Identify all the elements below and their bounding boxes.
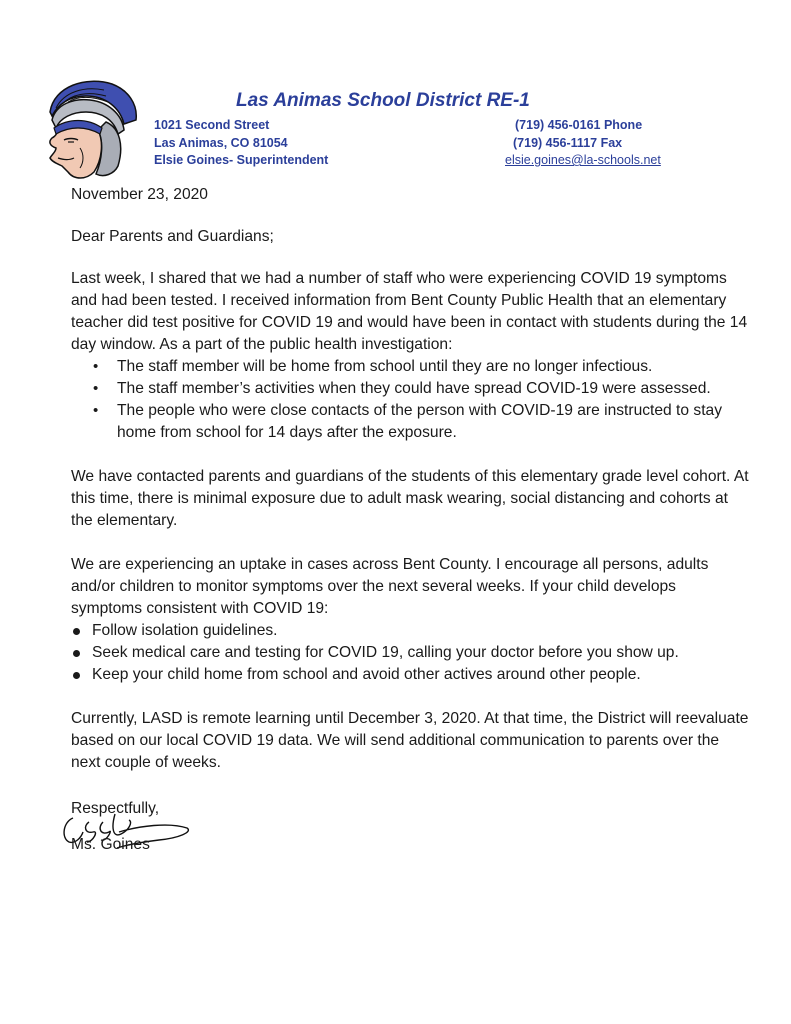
closing: Respectfully,: [71, 800, 160, 817]
list-item: • The people who were close contacts of the person with COVID-19 are instructed to stay home from school for 14 days after the exposure.: [93, 400, 751, 444]
list-item: • The staff member’s activities when they could have spread COVID-19 were assessed.: [93, 378, 751, 400]
signature-block: [71, 820, 751, 864]
letter-body: [71, 184, 751, 864]
list-item: Keep your child home from school and avoid other actives around other people.: [71, 664, 751, 686]
signer-name: Ms. Goines: [71, 836, 150, 853]
email-link[interactable]: elsie.goines@la-schools.net: [505, 153, 661, 167]
district-name: Las Animas School District RE-1: [236, 90, 530, 111]
address-line2: Las Animas, CO 81054: [154, 135, 288, 150]
investigation-list: [93, 356, 751, 444]
address-line1: 1021 Second Street: [154, 118, 270, 132]
fax-number: (719) 456-1117 Fax: [513, 135, 623, 150]
letterhead-contact: [505, 117, 661, 170]
paragraph-4: Currently, LASD is remote learning until December 3, 2020. At that time, the District will reevaluate based on our local COVID 19 data. We will send additional communication to parents over the next couple of weeks.: [71, 710, 749, 771]
list-item: Seek medical care and testing for COVID 19, calling your doctor before you show up.: [71, 642, 751, 664]
paragraph-1: Last week, I shared that we had a number of staff who were experiencing COVID 19 symptoms and had been tested. I received information from Bent County Public Health that an elementary teacher did test positive for COVID 19 and would have been in contact with students during the 14 day window. As a part of the public health investigation:: [71, 270, 748, 353]
letterhead-address: [154, 117, 328, 170]
phone-number: (719) 456-0161 Phone: [515, 118, 643, 132]
letter-date: November 23, 2020: [71, 186, 208, 203]
salutation: Dear Parents and Guardians;: [71, 228, 274, 245]
superintendent-name: Elsie Goines- Superintendent: [154, 153, 329, 167]
spartan-helmet-icon: [28, 74, 146, 186]
symptom-list: [71, 620, 751, 686]
paragraph-3: We are experiencing an uptake in cases across Bent County. I encourage all persons, adults and/or children to monitor symptoms over the next several weeks. If your child develops symptoms consistent with COVID 19:: [71, 556, 709, 617]
list-item: Follow isolation guidelines.: [71, 620, 751, 642]
list-item: • The staff member will be home from school until they are no longer infectious.: [93, 356, 751, 378]
paragraph-2: We have contacted parents and guardians of the students of this elementary grade level cohort. At this time, there is minimal exposure due to adult mask wearing, social distancing and cohorts at the elementary.: [71, 468, 749, 529]
